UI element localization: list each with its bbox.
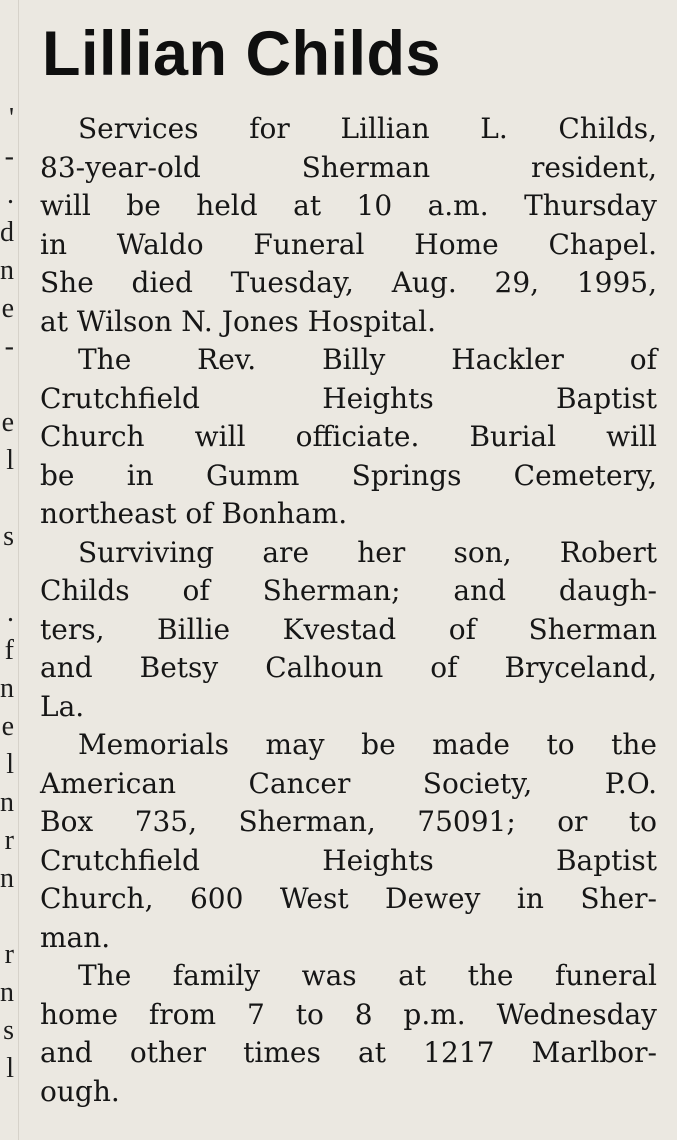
obituary-headline: Lillian Childs (42, 19, 442, 89)
text-line: Crutchfield Heights Baptist (40, 381, 657, 415)
fragment: n (0, 673, 14, 704)
text-line: be in Gumm Springs Cemetery, (40, 458, 657, 492)
fragment: l (6, 445, 14, 476)
fragment: . (7, 597, 14, 628)
text-line: in Waldo Funeral Home Chapel. (40, 227, 657, 261)
text-line: The Rev. Billy Hackler of (78, 343, 657, 376)
text-line: 83-year-old Sherman resident, (40, 150, 657, 184)
fragment: . (7, 179, 14, 210)
fragment: e (1, 293, 14, 324)
text-line: American Cancer Society, P.O. (40, 766, 657, 800)
text-line: at Wilson N. Jones Hospital. (40, 304, 436, 338)
text-line: Childs of Sherman; and daugh- (40, 574, 657, 607)
text-line: ters, Billie Kvestad of Sherman (40, 612, 657, 646)
text-line: Box 735, Sherman, 75091; or to (40, 805, 657, 838)
paragraph-officiant (40, 341, 657, 534)
paragraph-survivors (40, 534, 657, 727)
text-line: Services for Lillian L. Childs, (78, 112, 657, 145)
text-line: will be held at 10 a.m. Thursday (40, 189, 657, 222)
text-line: man. (40, 920, 111, 954)
fragment: n (0, 863, 14, 894)
obituary-body (40, 110, 657, 1111)
fragment: e (1, 711, 14, 742)
text-line: Memorials may be made to the (78, 728, 657, 761)
text-line: Church will officiate. Burial will (40, 420, 657, 453)
fragment: e (1, 407, 14, 438)
text-line: She died Tuesday, Aug. 29, 1995, (40, 266, 657, 299)
text-line: northeast of Bonham. (40, 497, 348, 530)
fragment: f (4, 635, 14, 666)
fragment: s (3, 521, 14, 552)
text-line: La. (40, 689, 85, 723)
fragment: n (0, 787, 14, 818)
text-line: Church, 600 West Dewey in Sher- (40, 882, 657, 915)
text-line: home from 7 to 8 p.m. Wednesday (40, 997, 657, 1031)
adjacent-column-fragments (0, 100, 14, 1130)
fragment: r (4, 825, 14, 856)
fragment: n (0, 255, 14, 286)
fragment: d (0, 217, 14, 248)
text-line: and other times at 1217 Marlbor- (40, 1036, 657, 1069)
fragment: l (6, 749, 14, 780)
text-line: Surviving are her son, Robert (78, 535, 657, 569)
fragment: r (4, 939, 14, 970)
fragment: - (4, 141, 14, 172)
paragraph-memorials (40, 726, 657, 957)
paragraph-services (40, 110, 657, 341)
column-divider (18, 0, 19, 1140)
fragment (0, 898, 14, 936)
text-line: ough. (40, 1074, 120, 1108)
text-line: and Betsy Calhoun of Bryceland, (40, 651, 657, 684)
fragment (0, 366, 14, 404)
fragment: - (4, 331, 14, 362)
fragment (0, 480, 14, 518)
fragment (0, 556, 14, 594)
fragment: ' (8, 103, 14, 134)
text-line: Crutchfield Heights Baptist (40, 843, 657, 877)
paragraph-visitation (40, 957, 657, 1111)
fragment: l (6, 1053, 14, 1084)
fragment: s (3, 1015, 14, 1046)
text-line: The family was at the funeral (78, 959, 657, 992)
fragment: n (0, 977, 14, 1008)
